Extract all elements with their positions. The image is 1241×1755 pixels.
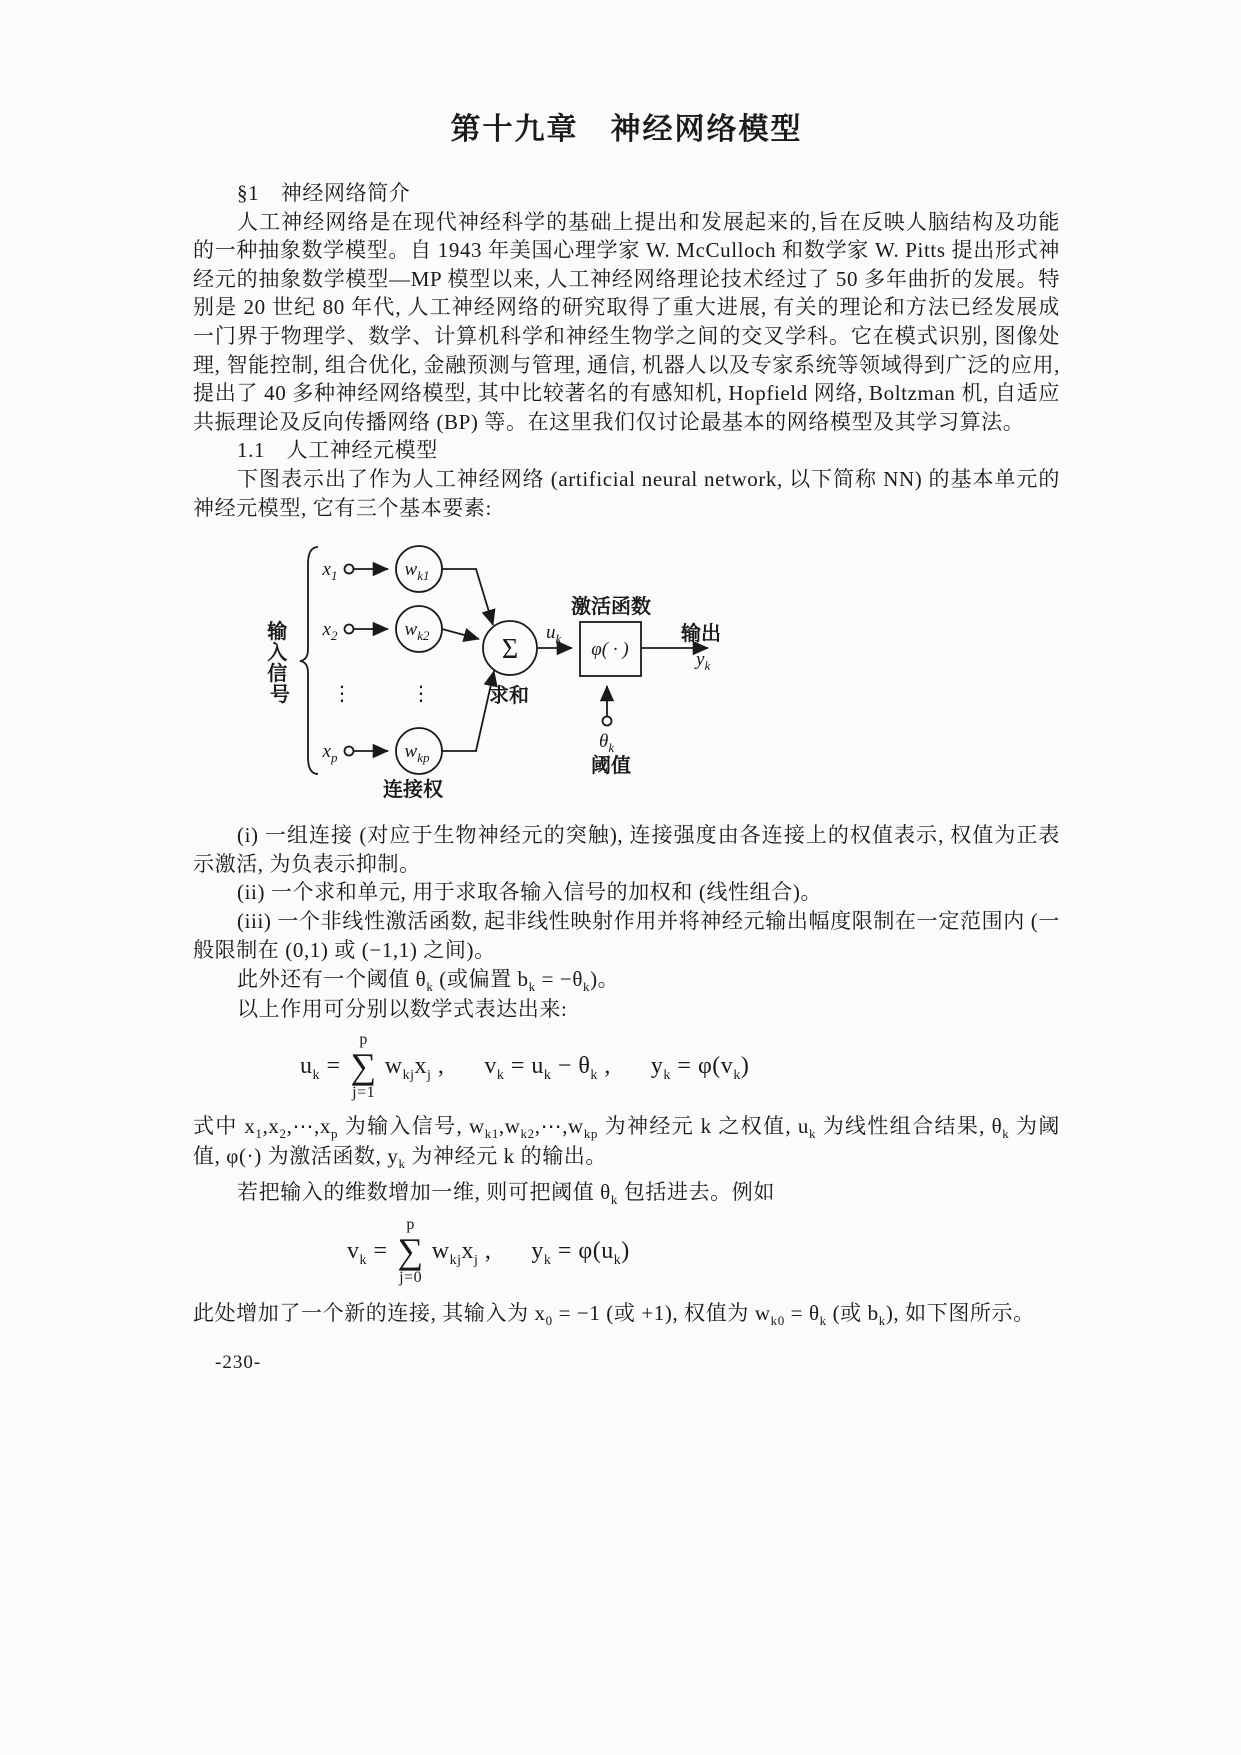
input-xp-label: $x_p$ — [322, 741, 338, 766]
f1-lhs: $u_k$ = — [300, 1053, 341, 1083]
page-number: -230- — [215, 1352, 262, 1374]
f1-summation — [351, 1032, 377, 1101]
input-x2-label: $x_2$ — [322, 619, 338, 644]
f2-summation — [398, 1217, 424, 1286]
f2-rhs: $w_{kj}x_j$ , — [431, 1238, 492, 1269]
weight-wk1-label: $w_{k1}$ — [404, 559, 430, 584]
chapter-title: 第十九章 神经网络模型 — [450, 113, 803, 146]
threshold-terminal — [603, 717, 612, 726]
input-x1-terminal — [345, 565, 354, 574]
wkp-to-sum-line — [442, 671, 494, 751]
f1-sigma-icon: ∑ — [350, 1046, 377, 1087]
formula-uk-vk-yk — [300, 1032, 1060, 1101]
input-xp-terminal — [345, 747, 354, 756]
input-x2-terminal — [345, 625, 354, 634]
list-item-i: (i) 一组连接 (对应于生物神经元的突触), 连接强度由各连接上的权值表示, 权值为正表示激活, 为负表示抑制。 — [193, 823, 1060, 876]
f2-lhs: $v_k$ = — [347, 1238, 388, 1269]
math-intro: 以上作用可分别以数学式表达出来: — [237, 997, 568, 1022]
section-1-1-heading: 1.1 人工神经元模型 — [237, 438, 438, 463]
wk2-to-sum-line — [442, 629, 479, 639]
paragraph-augment: 若把输入的维数增加一维, 则可把阈值 $\theta_k$ 包括进去。例如 — [237, 1180, 775, 1208]
paragraph-notation: 式中 $x_1,x_2,\cdots,x_p$ 为输入信号, $w_{k1},w_{k2},\cdots,w_{kp}$ 为神经元 k 之权值, $u_k$ 为线性组合结果, $\theta_k$ 为阈值, φ(·) 为激活函数, $y_k$ 为神经元 k 的输出。 — [193, 1114, 1060, 1172]
weight-ellipsis: ⋮ — [411, 681, 431, 706]
threshold-note: 此外还有一个阈值 $\theta_k$ (或偏置 $b_k = -\theta_k$)。 — [237, 967, 620, 995]
input-x1-label: $x_1$ — [322, 559, 338, 584]
connection-weights-label: 连接权 — [383, 779, 443, 802]
yk-label: $y_k$ — [696, 649, 711, 674]
weight-wkp-label: $w_{kp}$ — [404, 741, 430, 766]
activation-function-label: 激活函数 — [571, 596, 651, 619]
formula-vk-yk — [347, 1217, 1060, 1286]
uk-label: $u_k$ — [546, 622, 562, 647]
f2-sum-upper: p — [406, 1216, 415, 1234]
page-content — [193, 0, 1060, 1374]
theta-k-label: $\theta_k$ — [599, 731, 615, 756]
neuron-model-diagram — [250, 534, 750, 819]
activation-fn-label: φ( · ) — [591, 639, 629, 661]
input-brace — [300, 547, 318, 774]
sum-label: 求和 — [489, 685, 529, 708]
f1-part2: $v_k = u_k - \theta_k$ , — [484, 1053, 611, 1083]
section-1-heading: §1 神经网络简介 — [237, 181, 411, 205]
output-label: 输出 — [681, 623, 721, 646]
list-item-iii: (iii) 一个非线性激活函数, 起非线性映射作用并将神经元输出幅度限制在一定范围内 (一般限制在 (0,1) 或 (−1,1) 之间)。 — [193, 908, 1060, 962]
weight-wk2-label: $w_{k2}$ — [404, 619, 430, 644]
paragraph-intro: 人工神经网络是在现代神经科学的基础上提出和发展起来的,旨在反映人脑结构及功能的一种抽象数学模型。自 1943 年美国心理学家 W. McCulloch 和数学家 W. Pitts 提出形式神经元的抽象数学模型—MP 模型以来, 人工神经网络理论技术经过了 50 多年曲折的发展。特别是 20 世纪 80 年代, 人工神经网络的研究取得了重大进展, 有关的理论和方法已经发展成一门界于物理学、数学、计算机科学和神经生物学之间的交叉学科。它在模式识别, 图像处理, 智能控制, 组合优化, 金融预测与管理, 通信, 机器人以及专家系统等领域得到广泛的应用, 提出了 40 多种神经网络模型, 其中比较著名的有感知机, Hopfield 网络, Boltzman 机, 自适应共振理论及反向传播网络 (BP) 等。在这里我们仅讨论最基本的网络模型及其学习算法。 — [193, 209, 1060, 434]
f1-sum-upper: p — [359, 1031, 368, 1049]
input-signal-label: 输 入 信 号 — [267, 621, 290, 707]
f1-rhs: $w_{kj}x_j$ , — [384, 1053, 445, 1083]
f1-sum-lower: j=1 — [352, 1084, 376, 1102]
f2-sum-lower: j=0 — [399, 1269, 423, 1287]
threshold-label: 阈值 — [591, 755, 631, 778]
f1-part3: $y_k = \varphi(v_k)$ — [650, 1053, 750, 1083]
f2-part2: $y_k = \varphi(u_k)$ — [531, 1238, 630, 1269]
wk1-to-sum-line — [442, 569, 493, 625]
paragraph-new-connection: 此处增加了一个新的连接, 其输入为 $x_0 = -1$ (或 +1), 权值为 $w_{k0} = \theta_k$ (或 $b_k$), 如下图所示。 — [193, 1301, 1035, 1329]
input-ellipsis: ⋮ — [332, 681, 352, 706]
sigma-symbol: Σ — [501, 634, 519, 666]
list-item-ii: (ii) 一个求和单元, 用于求取各输入信号的加权和 (线性组合)。 — [237, 880, 823, 905]
paragraph-neuron-model: 下图表示出了作为人工神经网络 (artificial neural network, 以下简称 NN) 的基本单元的神经元模型, 它有三个基本要素: — [193, 466, 1060, 520]
f2-sigma-icon: ∑ — [397, 1231, 424, 1272]
